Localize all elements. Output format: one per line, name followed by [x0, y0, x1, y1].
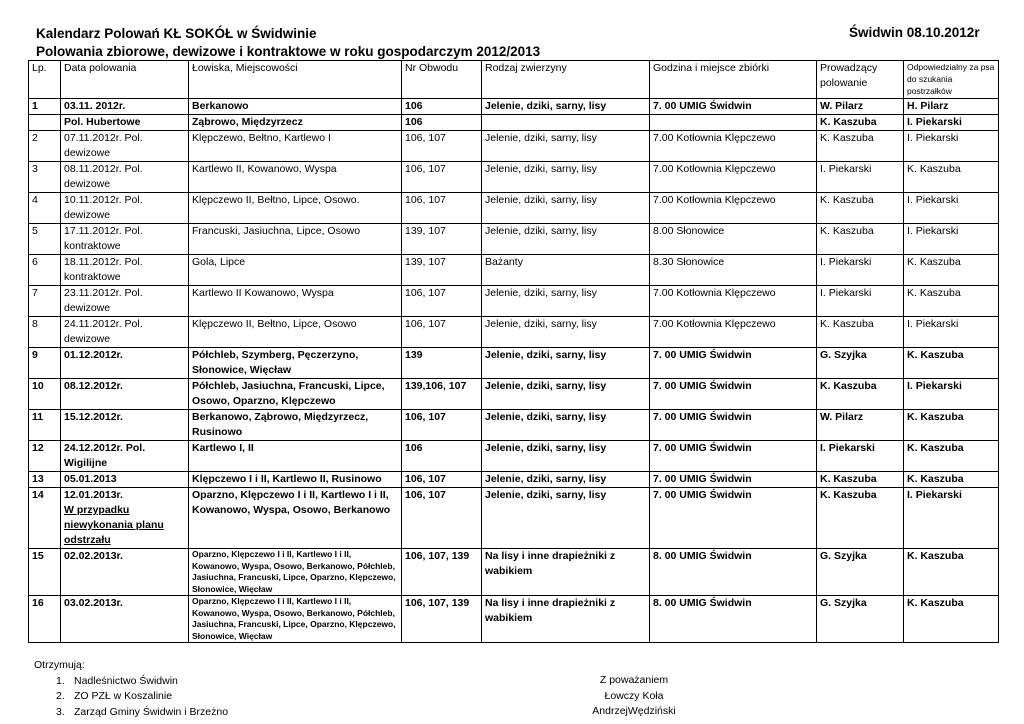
cell-dog: I. Piekarski [904, 379, 999, 410]
cell-area: Berkanowo, Ząbrowo, Międzyrzecz, Rusinowo [189, 410, 402, 441]
cell-dog: K. Kaszuba [904, 348, 999, 379]
cell-nr: 106, 107, 139 [402, 549, 482, 596]
cell-dog: K. Kaszuba [904, 255, 999, 286]
column-header: Rodzaj zwierzyny [482, 61, 650, 99]
cell-lead: W. Pilarz [817, 410, 904, 441]
cell-lp: 8 [29, 317, 61, 348]
cell-lp: 4 [29, 193, 61, 224]
cell-lp: 2 [29, 131, 61, 162]
cell-date: 17.11.2012r. Pol. kontraktowe [61, 224, 189, 255]
cell-game: Na lisy i inne drapieżniki z wabikiem [482, 596, 650, 643]
cell-lp: 15 [29, 549, 61, 596]
cell-game: Na lisy i inne drapieżniki z wabikiem [482, 549, 650, 596]
cell-game: Bażanty [482, 255, 650, 286]
table-row [29, 410, 999, 441]
cell-lp: 3 [29, 162, 61, 193]
cell-dog: I. Piekarski [904, 131, 999, 162]
cell-area: Francuski, Jasiuchna, Lipce, Osowo [189, 224, 402, 255]
table-row [29, 596, 999, 643]
cell-area: Klępczewo II, Bełtno, Lipce, Osowo [189, 317, 402, 348]
cell-game: Jelenie, dziki, sarny, lisy [482, 162, 650, 193]
cell-lp: 6 [29, 255, 61, 286]
cell-nr: 139,106, 107 [402, 379, 482, 410]
table-row [29, 193, 999, 224]
cell-date: 24.11.2012r. Pol. dewizowe [61, 317, 189, 348]
cell-lead: K. Kaszuba [817, 131, 904, 162]
cell-dog: H. Pilarz [904, 99, 999, 115]
cell-time: 7. 00 UMIG Świdwin [650, 488, 817, 549]
cell-lead: W. Pilarz [817, 99, 904, 115]
cell-game: Jelenie, dziki, sarny, lisy [482, 286, 650, 317]
list-item: 3. Zarząd Gminy Świdwin i Brzeżno [56, 705, 229, 718]
cell-game: Jelenie, dziki, sarny, lisy [482, 441, 650, 472]
cell-lead: I. Piekarski [817, 441, 904, 472]
cell-date: 23.11.2012r. Pol. dewizowe [61, 286, 189, 317]
table-row [29, 115, 999, 131]
cell-lead: K. Kaszuba [817, 317, 904, 348]
cell-lp: 9 [29, 348, 61, 379]
cell-area: Kartlewo I, II [189, 441, 402, 472]
cell-dog: I. Piekarski [904, 193, 999, 224]
cell-dog: I. Piekarski [904, 488, 999, 549]
document [32, 25, 1024, 718]
cell-date: 24.12.2012r. Pol. Wigilijne [61, 441, 189, 472]
table-row [29, 224, 999, 255]
cell-area: Oparzno, Klępczewo I i II, Kartlewo I i II, Kowanowo, Wyspa, Osowo, Berkanowo, Półchleb, Jasiuchna, Francuski, Lipce, Oparzno, Klępczewo, Słonowice, Więcław [189, 549, 402, 596]
cell-area: Klępczewo I i II, Kartlewo II, Rusinowo [189, 472, 402, 488]
cell-nr: 106 [402, 99, 482, 115]
cell-lp: 5 [29, 224, 61, 255]
cell-game: Jelenie, dziki, sarny, lisy [482, 99, 650, 115]
cell-lead: K. Kaszuba [817, 472, 904, 488]
cell-dog: K. Kaszuba [904, 410, 999, 441]
recipients-label: Otrzymują: [34, 659, 85, 671]
cell-area: Ząbrowo, Międzyrzecz [189, 115, 402, 131]
cell-dog: K. Kaszuba [904, 549, 999, 596]
cell-dog: K. Kaszuba [904, 162, 999, 193]
date-note: W przypadku niewykonania planu odstrzału [64, 504, 164, 546]
cell-nr: 139 [402, 348, 482, 379]
cell-lp: 13 [29, 472, 61, 488]
cell-area: Klępczewo II, Bełtno, Lipce, Osowo. [189, 193, 402, 224]
document-title: Kalendarz Polowań KŁ SOKÓŁ w Świdwinie [36, 26, 317, 41]
table-row [29, 549, 999, 596]
signer-name: AndrzejWędziński [592, 705, 676, 717]
cell-date: 03.02.2013r. [61, 596, 189, 643]
cell-area: Kartlewo II, Kowanowo, Wyspa [189, 162, 402, 193]
cell-time: 7.00 Kotłownia Klępczewo [650, 162, 817, 193]
cell-game: Jelenie, dziki, sarny, lisy [482, 131, 650, 162]
closing-text: Z poważaniem [599, 674, 669, 686]
table-row [29, 131, 999, 162]
cell-date: 10.11.2012r. Pol. dewizowe [61, 193, 189, 224]
cell-nr: 106 [402, 441, 482, 472]
table-row [29, 255, 999, 286]
cell-date: 02.02.2013r. [61, 549, 189, 596]
cell-dog: I. Piekarski [904, 317, 999, 348]
cell-lead: K. Kaszuba [817, 488, 904, 549]
cell-lead: K. Kaszuba [817, 379, 904, 410]
footer [34, 658, 1024, 720]
cell-date: 05.01.2013 [61, 472, 189, 488]
cell-date: 08.11.2012r. Pol. dewizowe [61, 162, 189, 193]
column-header: Godzina i miejsce zbiórki [650, 61, 817, 99]
table-row [29, 488, 999, 549]
cell-game [482, 115, 650, 131]
cell-area: Oparzno, Klępczewo I i II, Kartlewo I i II, Kowanowo, Wyspa, Osowo, Berkanowo, Półchleb, Jasiuchna, Francuski, Lipce, Oparzno, Klępczewo, Słonowice, Więcław [189, 596, 402, 643]
cell-area: Gola, Lipce [189, 255, 402, 286]
cell-nr: 106 [402, 115, 482, 131]
cell-dog: I. Piekarski [904, 224, 999, 255]
cell-date: 01.12.2012r. [61, 348, 189, 379]
cell-date: 03.11. 2012r. [61, 99, 189, 115]
table-row [29, 317, 999, 348]
table-row [29, 472, 999, 488]
cell-nr: 106, 107, 139 [402, 596, 482, 643]
cell-game: Jelenie, dziki, sarny, lisy [482, 379, 650, 410]
cell-game: Jelenie, dziki, sarny, lisy [482, 317, 650, 348]
cell-date: Pol. Hubertowe [61, 115, 189, 131]
cell-game: Jelenie, dziki, sarny, lisy [482, 410, 650, 441]
cell-time: 7.00 Kotłownia Klępczewo [650, 286, 817, 317]
cell-time: 8. 00 UMIG Świdwin [650, 596, 817, 643]
header [36, 25, 1024, 43]
table-header-row [29, 61, 999, 99]
table-row [29, 348, 999, 379]
cell-lead: I. Piekarski [817, 162, 904, 193]
cell-lp: 10 [29, 379, 61, 410]
cell-game: Jelenie, dziki, sarny, lisy [482, 488, 650, 549]
table-row [29, 99, 999, 115]
cell-game: Jelenie, dziki, sarny, lisy [482, 224, 650, 255]
cell-nr: 139, 107 [402, 224, 482, 255]
cell-nr: 106, 107 [402, 317, 482, 348]
cell-time: 7. 00 UMIG Świdwin [650, 441, 817, 472]
list-item: 1. Nadleśnictwo Świdwin [56, 674, 178, 687]
table-row [29, 162, 999, 193]
cell-lp: 1 [29, 99, 61, 115]
document-subtitle: Polowania zbiorowe, dewizowe i kontraktowe w roku gospodarczym 2012/2013 [36, 44, 541, 59]
date-text: 12.01.2013r. [64, 489, 123, 501]
signer-role: Łowczy Koła [604, 689, 664, 702]
cell-date: 07.11.2012r. Pol. dewizowe [61, 131, 189, 162]
cell-time: 7. 00 UMIG Świdwin [650, 379, 817, 410]
cell-time: 7.00 Kotłownia Klępczewo [650, 131, 817, 162]
cell-lead: G. Szyjka [817, 549, 904, 596]
cell-time: 7. 00 UMIG Świdwin [650, 99, 817, 115]
list-item: 2. ZO PZŁ w Koszalinie [56, 690, 173, 702]
cell-nr: 106, 107 [402, 193, 482, 224]
cell-time: 7.00 Kotłownia Klępczewo [650, 317, 817, 348]
column-header: Lp. [29, 61, 61, 99]
cell-time: 8.00 Słonowice [650, 224, 817, 255]
cell-nr: 106, 107 [402, 162, 482, 193]
cell-game: Jelenie, dziki, sarny, lisy [482, 348, 650, 379]
cell-lp [29, 115, 61, 131]
column-header: Odpowiedzialny za psa do szukania postrzałków [904, 61, 999, 99]
cell-time: 8.30 Słonowice [650, 255, 817, 286]
cell-time: 7.00 Kotłownia Klępczewo [650, 193, 817, 224]
cell-date [61, 488, 189, 549]
cell-date: 15.12.2012r. [61, 410, 189, 441]
cell-dog: K. Kaszuba [904, 441, 999, 472]
cell-game: Jelenie, dziki, sarny, lisy [482, 472, 650, 488]
cell-area: Kartlewo II Kowanowo, Wyspa [189, 286, 402, 317]
cell-area: Berkanowo [189, 99, 402, 115]
cell-time: 7. 00 UMIG Świdwin [650, 410, 817, 441]
cell-time [650, 115, 817, 131]
table-row [29, 379, 999, 410]
cell-area: Oparzno, Klępczewo I i II, Kartlewo I i II, Kowanowo, Wyspa, Osowo, Berkanowo [189, 488, 402, 549]
table-row [29, 441, 999, 472]
column-header: Prowadzący polowanie [817, 61, 904, 99]
cell-lead: K. Kaszuba [817, 115, 904, 131]
cell-lp: 7 [29, 286, 61, 317]
cell-area: Półchleb, Jasiuchna, Francuski, Lipce, Osowo, Oparzno, Klępczewo [189, 379, 402, 410]
cell-lead: G. Szyjka [817, 596, 904, 643]
column-header: Łowiska, Miejscowości [189, 61, 402, 99]
cell-lp: 12 [29, 441, 61, 472]
cell-date: 18.11.2012r. Pol. kontraktowe [61, 255, 189, 286]
cell-dog: K. Kaszuba [904, 596, 999, 643]
cell-area: Klępczewo, Bełtno, Kartlewo I [189, 131, 402, 162]
document-date: Świdwin 08.10.2012r [849, 25, 980, 40]
cell-time: 7. 00 UMIG Świdwin [650, 348, 817, 379]
cell-lp: 14 [29, 488, 61, 549]
cell-lead: I. Piekarski [817, 255, 904, 286]
column-header: Data polowania [61, 61, 189, 99]
cell-nr: 106, 107 [402, 472, 482, 488]
column-header: Nr Obwodu [402, 61, 482, 99]
cell-area: Półchleb, Szymberg, Pęczerzyno, Słonowice, Więcław [189, 348, 402, 379]
hunting-calendar-table [28, 60, 999, 643]
cell-lead: K. Kaszuba [817, 224, 904, 255]
cell-nr: 106, 107 [402, 488, 482, 549]
cell-nr: 106, 107 [402, 410, 482, 441]
cell-dog: K. Kaszuba [904, 472, 999, 488]
cell-lead: K. Kaszuba [817, 193, 904, 224]
cell-lp: 11 [29, 410, 61, 441]
cell-nr: 139, 107 [402, 255, 482, 286]
cell-dog: K. Kaszuba [904, 286, 999, 317]
cell-time: 7. 00 UMIG Świdwin [650, 472, 817, 488]
recipients-list [34, 674, 1024, 721]
cell-dog: I. Piekarski [904, 115, 999, 131]
signature-block [579, 673, 689, 720]
cell-lp: 16 [29, 596, 61, 643]
cell-lead: G. Szyjka [817, 348, 904, 379]
table-row [29, 286, 999, 317]
cell-nr: 106, 107 [402, 286, 482, 317]
cell-game: Jelenie, dziki, sarny, lisy [482, 193, 650, 224]
cell-date: 08.12.2012r. [61, 379, 189, 410]
cell-lead: I. Piekarski [817, 286, 904, 317]
cell-nr: 106, 107 [402, 131, 482, 162]
cell-time: 8. 00 UMIG Świdwin [650, 549, 817, 596]
